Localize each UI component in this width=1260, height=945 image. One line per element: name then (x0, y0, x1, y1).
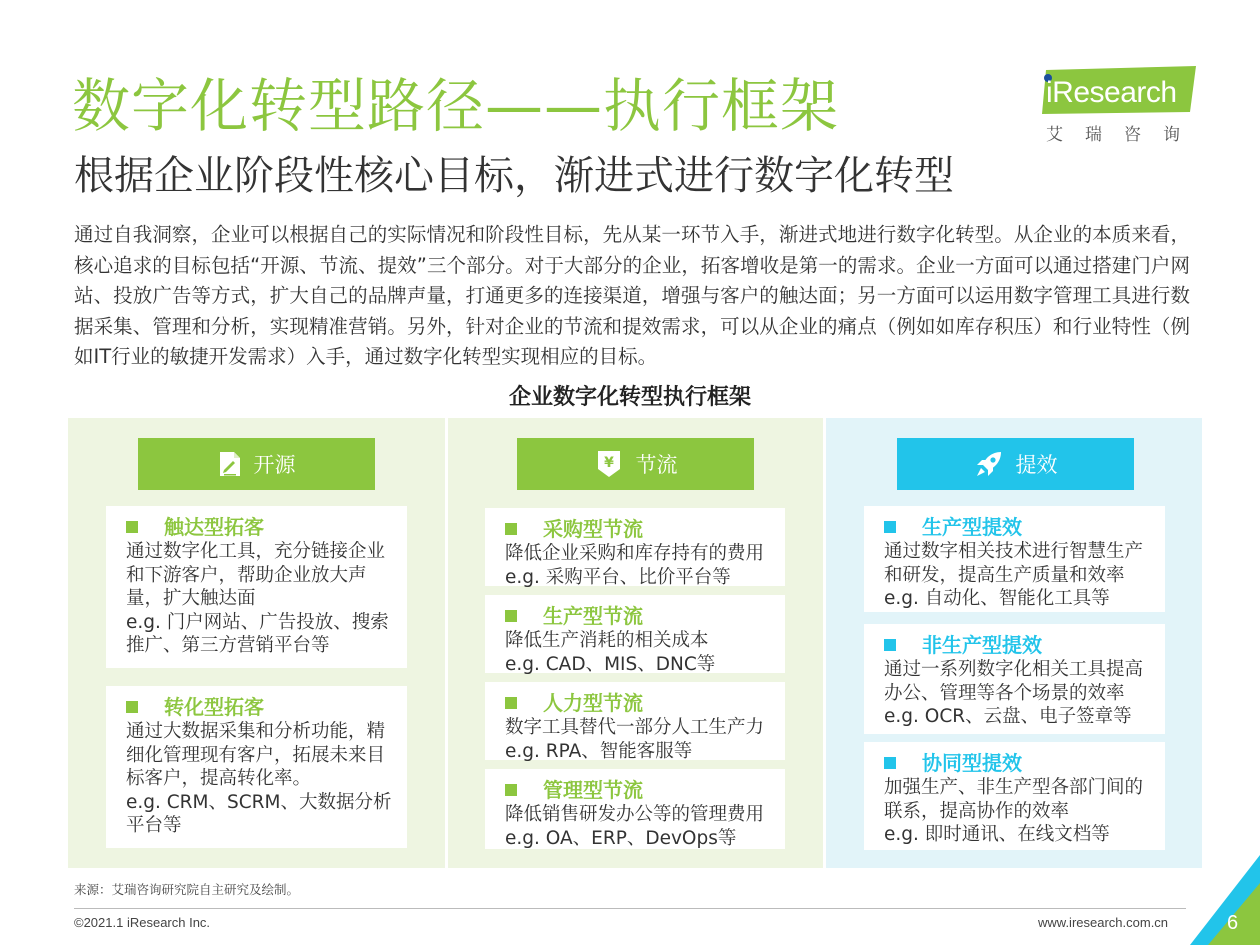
card-description: 降低销售研发办公等的管理费用 (505, 804, 765, 825)
framework-title: 企业数字化转型执行框架 (508, 385, 751, 410)
bullet-square (126, 701, 138, 713)
card-title: 生产型节流 (543, 604, 643, 628)
page-corner-decoration (1190, 855, 1260, 945)
card-example: e.g. OCR、云盘、电子签章等 (884, 706, 1132, 727)
column-header-kaiyuan (138, 438, 375, 490)
card-description: 降低企业采购和库存持有的费用 (505, 543, 765, 564)
card-title: 转化型拓客 (164, 695, 264, 719)
card-title: 人力型节流 (543, 691, 643, 715)
yen-icon (594, 449, 624, 479)
bullet-square (126, 521, 138, 533)
column-jieliu (448, 418, 823, 868)
page-number: 6 (1227, 912, 1239, 934)
card-feishengchan-tixiao (864, 624, 1165, 734)
intro-paragraph: 通过自我洞察，企业可以根据自己的实际情况和阶段性目标，先从某一环节入手，渐进式地进行数字化转型。从企业的本质来看，核心追求的目标包括“开源、节流、提效”三个部分。对于大部分的企业，拓客增收是第一的需求。企业一方面可以通过搭建门户网站、投放广告等方式，扩大自己的品牌声量，打通更多的连接渠道，增强与客户的触达面；另一方面可以运用数字管理工具进行数据采集、管理和分析，实现精准营销。另外，针对企业的节流和提效需求，可以从企业的痛点（例如如库存积压）和行业特性（例如IT行业的敏捷开发需求）入手，通过数字化转型实现相应的目标。 (74, 223, 1190, 368)
card-description: 通过数字化工具，充分链接企业和下游客户，帮助企业放大声量，扩大触达面 (126, 541, 386, 609)
bullet-square (505, 523, 517, 535)
column-header-label: 提效 (1015, 453, 1058, 477)
card-zhuanhua-tuoke (106, 686, 407, 848)
document-edit-icon (218, 450, 242, 478)
card-title: 采购型节流 (543, 517, 643, 541)
card-example: e.g. 即时通讯、在线文档等 (884, 824, 1110, 845)
source-note: 来源：艾瑞咨询研究院自主研究及绘制。 (74, 882, 300, 897)
card-shengchan-tixiao (864, 506, 1165, 612)
bullet-square (505, 784, 517, 796)
logo-chinese-name: 艾瑞咨询 (1046, 125, 1202, 145)
card-description: 通过一系列数字化相关工具提高办公、管理等各个场景的效率 (884, 659, 1144, 704)
card-title: 管理型节流 (543, 778, 643, 802)
card-shengchan-jieliu (485, 595, 785, 673)
card-title: 非生产型提效 (922, 633, 1042, 657)
card-xietong-tixiao (864, 742, 1165, 850)
card-description: 通过大数据采集和分析功能，精细化管理现有客户，拓展未来目标客户，提高转化率。 (126, 721, 386, 789)
bullet-square (884, 757, 896, 769)
card-example: e.g. OA、ERP、DevOps等 (505, 827, 737, 849)
column-tixiao (826, 418, 1202, 868)
card-description: 降低生产消耗的相关成本 (505, 630, 709, 651)
bullet-square (505, 610, 517, 622)
page-title: 数字化转型路径——执行框架 (72, 72, 840, 140)
card-description: 通过数字相关技术进行智慧生产和研发，提高生产质量和效率 (884, 541, 1144, 586)
card-example: e.g. RPA、智能客服等 (505, 740, 693, 762)
card-example: e.g. 自动化、智能化工具等 (884, 588, 1110, 609)
bullet-square (884, 521, 896, 533)
column-header-label: 节流 (635, 453, 678, 477)
bullet-square (884, 639, 896, 651)
card-description: 加强生产、非生产型各部门间的联系，提高协作的效率 (884, 777, 1144, 822)
bullet-square (505, 697, 517, 709)
column-kaiyuan (68, 418, 445, 868)
card-title: 触达型拓客 (164, 515, 264, 539)
logo-wordmark: iResearch (1046, 76, 1177, 109)
card-caigou-jieliu (485, 508, 785, 586)
card-example: e.g. 采购平台、比价平台等 (505, 566, 731, 588)
card-title: 生产型提效 (922, 515, 1022, 539)
page-subtitle: 根据企业阶段性核心目标，渐进式进行数字化转型 (74, 153, 954, 199)
column-header-label: 开源 (253, 453, 296, 477)
card-renli-jieliu (485, 682, 785, 760)
card-chuda-tuoke (106, 506, 407, 668)
rocket-icon (974, 449, 1004, 479)
card-example: e.g. CAD、MIS、DNC等 (505, 653, 716, 675)
card-example: e.g. 门户网站、广告投放、搜索推广、第三方营销平台等 (126, 611, 389, 656)
svg-text:¥: ¥ (603, 455, 614, 471)
iresearch-logo (1040, 64, 1200, 144)
card-guanli-jieliu (485, 769, 785, 849)
column-header-jieliu (517, 438, 754, 490)
column-header-tixiao (897, 438, 1134, 490)
card-example: e.g. CRM、SCRM、大数据分析平台等 (126, 791, 392, 836)
website-link[interactable]: www.iresearch.com.cn (1038, 915, 1169, 930)
card-title: 协同型提效 (922, 751, 1022, 775)
footer-divider (74, 908, 1186, 909)
copyright: ©2021.1 iResearch Inc. (74, 915, 211, 930)
card-description: 数字工具替代一部分人工生产力 (505, 717, 765, 738)
